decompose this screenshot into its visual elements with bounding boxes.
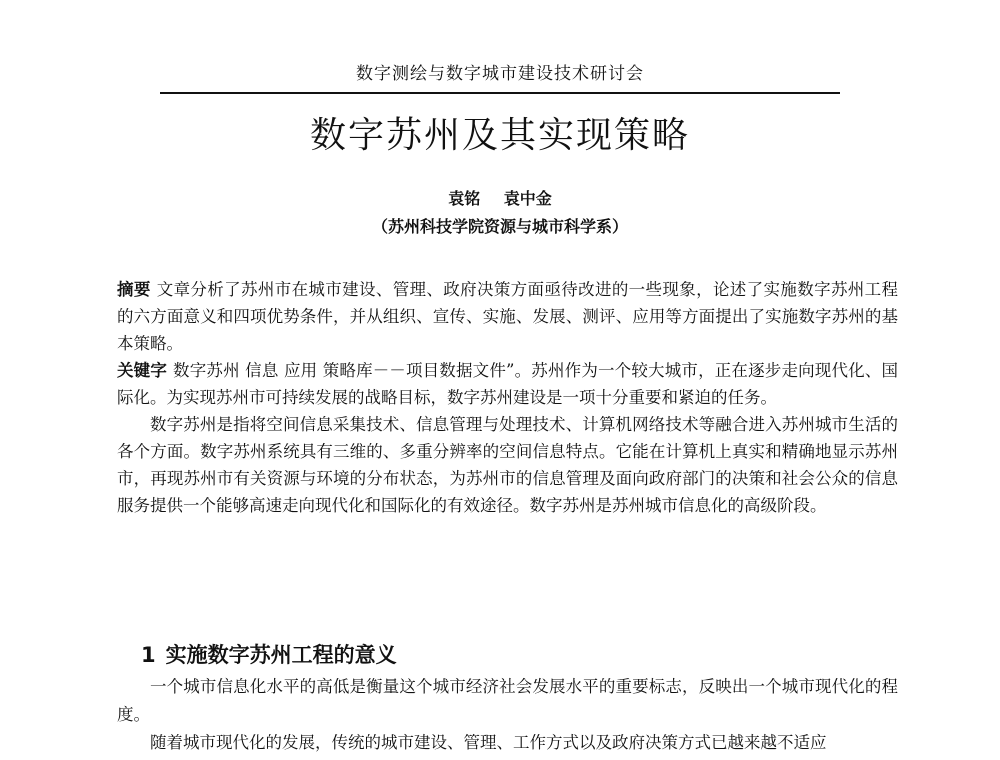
intro-paragraph: 数字苏州是指将空间信息采集技术、信息管理与处理技术、计算机网络技术等融合进入苏州城市生活的各个方面。数字苏州系统具有三维的、多重分辨率的空间信息特点。它能在计算机上真实和精确地显示苏州市，再现苏州市有关资源与环境的分布状态，为苏州市的信息管理及面向政府部门的决策和社会公众的信息服务提供一个能够高速走向现代化和国际化的有效途径。数字苏州是苏州城市信息化的高级阶段。 <box>117 415 898 515</box>
section-1-paragraph: 一个城市信息化水平的高低是衡量这个城市经济社会发展水平的重要标志，反映出一个城市现代化的程度。 <box>117 677 898 724</box>
header-rule <box>160 92 840 94</box>
section-1-heading <box>141 641 397 669</box>
section-1-body <box>117 673 898 757</box>
running-header: 数字测绘与数字城市建设技术研讨会 <box>356 64 644 84</box>
abstract-label: 摘要 <box>117 280 151 299</box>
abstract-text: 文章分析了苏州市在城市建设、管理、政府决策方面亟待改进的一些现象，论述了实施数字苏州工程的六方面意义和四项优势条件，并从组织、宣传、实施、发展、测评、应用等方面提出了实施数字苏州的基本策略。 <box>117 280 899 353</box>
section-1-number: 1 <box>141 643 156 667</box>
keywords-label: 关键字 <box>117 361 168 380</box>
authors: 袁铭 袁中金 <box>448 189 552 208</box>
front-matter <box>117 276 898 519</box>
section-1-paragraph: 随着城市现代化的发展，传统的城市建设、管理、工作方式以及政府决策方式已越来越不适应 <box>150 733 827 752</box>
paper-title: 数字苏州及其实现策略 <box>309 115 690 156</box>
section-1-title: 实施数字苏州工程的意义 <box>165 643 397 667</box>
keywords-text: 数字苏州 信息 应用 策略库－－项目数据文件”。苏州作为一个较大城市，正在逐步走向现代化、国际化。为实现苏州市可持续发展的战略目标，数字苏州建设是一项十分重要和紧迫的任务。 <box>117 361 899 407</box>
affiliation: （苏州科技学院资源与城市科学系） <box>371 217 628 236</box>
abstract-paragraph <box>117 276 898 357</box>
keywords-paragraph <box>117 357 898 411</box>
